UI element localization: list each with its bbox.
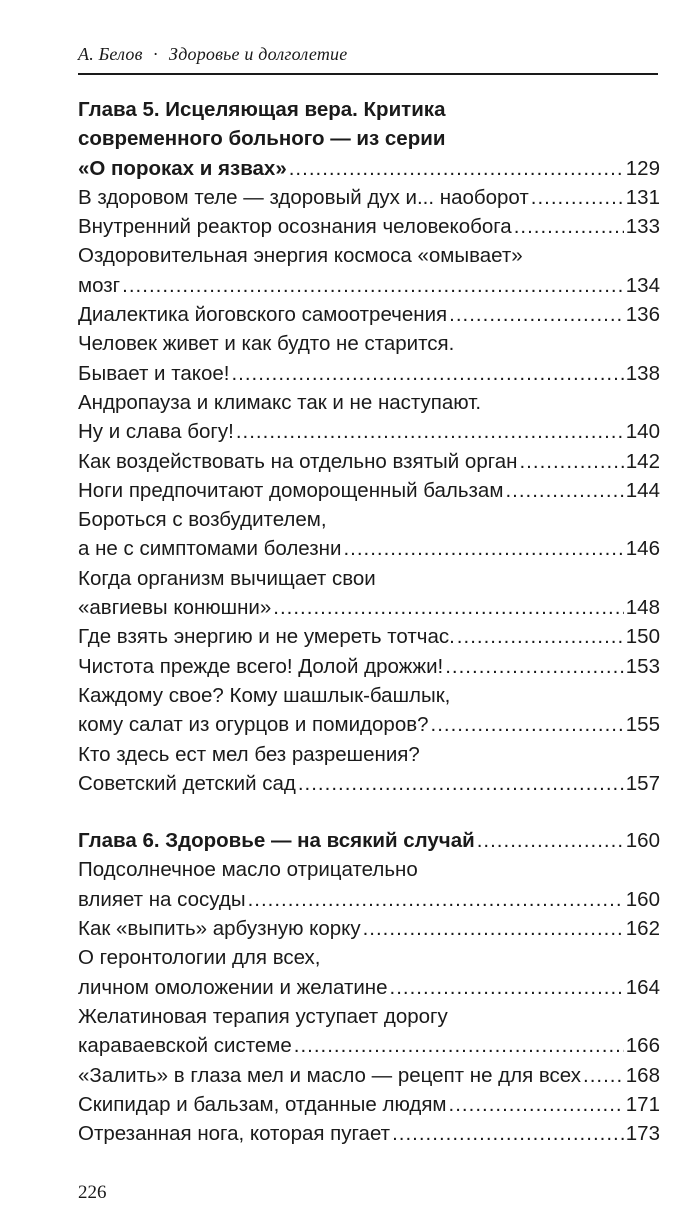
- toc-entry-title: Как воздействовать на отдельно взятый орган: [78, 449, 518, 473]
- toc-page-number: 140: [625, 420, 660, 444]
- toc-entry-title: Оздоровительная энергия космоса «омывает»: [78, 244, 523, 268]
- toc-entry: [78, 154, 660, 183]
- header-author: А. Белов: [78, 44, 143, 64]
- leader-dots: [122, 271, 624, 300]
- toc-entry-title: В здоровом теле — здоровый дух и... наоборот: [78, 185, 529, 209]
- toc-entry-continued: [78, 681, 660, 710]
- toc-entry-continued: [78, 241, 660, 270]
- toc-page-number: 155: [625, 713, 660, 737]
- toc-page-number: 138: [625, 361, 660, 385]
- toc-page-number: 160: [625, 829, 660, 853]
- leader-dots: [477, 826, 624, 855]
- leader-dots: [273, 593, 624, 622]
- toc-entry-title: Подсолнечное масло отрицательно: [78, 858, 418, 882]
- leader-dots: [392, 1119, 624, 1148]
- toc-entry-title: Чистота прежде всего! Долой дрожжи!: [78, 654, 444, 678]
- toc-entry-title: караваевской системе: [78, 1034, 292, 1058]
- leader-dots: [248, 885, 624, 914]
- toc-entry-title: кому салат из огурцов и помидоров?: [78, 713, 429, 737]
- toc-entry-title: Глава 5. Исцеляющая вера. Критика: [78, 98, 446, 121]
- toc-entry-continued: [78, 505, 660, 534]
- toc-entry: [78, 534, 660, 563]
- toc-entry-continued: [78, 740, 660, 769]
- toc-page-number: 146: [625, 537, 660, 561]
- toc-entry: [78, 885, 660, 914]
- toc-entry-title: современного больного — из серии: [78, 127, 446, 151]
- page-number: 226: [78, 1182, 107, 1203]
- toc-entry-title: Советский детский сад: [78, 771, 296, 795]
- toc-entry: [78, 1119, 660, 1148]
- toc-entry-title: влияет на сосуды: [78, 887, 246, 911]
- toc-page-number: 157: [625, 771, 660, 795]
- toc-entry-title: Скипидар и бальзам, отданные людям: [78, 1092, 447, 1116]
- toc-entry: [78, 359, 660, 388]
- leader-dots: [514, 212, 624, 241]
- toc-page-number: 171: [625, 1092, 660, 1116]
- toc-page-number: 173: [625, 1122, 660, 1146]
- toc-entry-title: Глава 6. Здоровье — на всякий случай: [78, 829, 475, 853]
- toc-page-number: 153: [625, 654, 660, 678]
- toc-entry: [78, 447, 660, 476]
- toc-entry-title: Каждому свое? Кому шашлык-башлык,: [78, 683, 451, 707]
- leader-dots: [294, 1031, 624, 1060]
- toc-entry: [78, 476, 660, 505]
- toc-entry-title: Где взять энергию и не умереть тотчас.: [78, 625, 455, 649]
- toc-entry: [78, 973, 660, 1002]
- toc-page-number: 144: [625, 478, 660, 502]
- toc-page-number: 131: [625, 185, 660, 209]
- table-of-contents: [78, 95, 660, 1148]
- toc-entry: [78, 652, 660, 681]
- toc-chapter: [78, 95, 660, 798]
- toc-entry: [78, 769, 660, 798]
- leader-dots: [583, 1061, 624, 1090]
- header-rule: [78, 73, 658, 75]
- toc-entry: [78, 622, 660, 651]
- toc-page-number: 134: [625, 273, 660, 297]
- leader-dots: [298, 769, 624, 798]
- running-head: [78, 44, 658, 65]
- toc-page-number: 166: [625, 1034, 660, 1058]
- leader-dots: [449, 300, 624, 329]
- toc-page-number: 129: [625, 156, 660, 180]
- leader-dots: [449, 1090, 624, 1119]
- toc-entry: [78, 710, 660, 739]
- toc-chapter: [78, 826, 660, 1148]
- toc-entry-continued: [78, 388, 660, 417]
- leader-dots: [431, 710, 624, 739]
- toc-page-number: 133: [625, 215, 660, 239]
- toc-entry: [78, 593, 660, 622]
- toc-entry-title: «О пороках и язвах»: [78, 156, 287, 180]
- leader-dots: [519, 447, 623, 476]
- leader-dots: [505, 476, 623, 505]
- toc-entry-title: Бороться с возбудителем,: [78, 508, 327, 532]
- toc-entry-title: «Залить» в глаза мел и масло — рецепт не для всех: [78, 1063, 582, 1087]
- leader-dots: [289, 154, 624, 183]
- toc-entry-title: мозг: [78, 273, 121, 297]
- toc-page-number: 150: [625, 625, 660, 649]
- toc-entry-continued: [78, 1002, 660, 1031]
- toc-entry: [78, 417, 660, 446]
- toc-page-number: 142: [625, 449, 660, 473]
- toc-entry-title: а не с симптомами болезни: [78, 537, 342, 561]
- leader-dots: [390, 973, 624, 1002]
- leader-dots: [445, 652, 624, 681]
- toc-entry: [78, 914, 660, 943]
- toc-entry: [78, 212, 660, 241]
- toc-entry: [78, 1061, 660, 1090]
- toc-entry-continued: [78, 564, 660, 593]
- toc-page-number: 148: [625, 596, 660, 620]
- leader-dots: [531, 183, 624, 212]
- leader-dots: [343, 534, 623, 563]
- toc-entry-title: Ноги предпочитают доморощенный бальзам: [78, 478, 504, 502]
- header-separator: ·: [152, 44, 159, 64]
- toc-entry-continued: [78, 95, 660, 124]
- toc-entry-title: «авгиевы конюшни»: [78, 596, 272, 620]
- toc-entry-continued: [78, 329, 660, 358]
- toc-entry-title: Ну и слава богу!: [78, 420, 234, 444]
- toc-entry: [78, 1090, 660, 1119]
- toc-entry: [78, 183, 660, 212]
- toc-entry-continued: [78, 943, 660, 972]
- toc-entry: [78, 300, 660, 329]
- toc-entry-title: Кто здесь ест мел без разрешения?: [78, 742, 420, 766]
- toc-entry-title: Человек живет и как будто не старится.: [78, 332, 455, 356]
- toc-entry-title: Бывает и такое!: [78, 361, 230, 385]
- toc-entry-title: Когда организм вычищает свои: [78, 566, 376, 590]
- toc-entry-title: Отрезанная нога, которая пугает: [78, 1122, 391, 1146]
- toc-entry-title: личном омоложении и желатине: [78, 975, 388, 999]
- leader-dots: [236, 417, 624, 446]
- toc-entry-title: Андропауза и климакс так и не наступают.: [78, 390, 482, 414]
- toc-entry: [78, 1031, 660, 1060]
- toc-entry-continued: [78, 855, 660, 884]
- toc-page-number: 160: [625, 887, 660, 911]
- toc-entry-title: Как «выпить» арбузную корку: [78, 917, 361, 941]
- leader-dots: [231, 359, 623, 388]
- header-book-title: Здоровье и долголетие: [168, 44, 348, 64]
- toc-entry: [78, 826, 660, 855]
- toc-page-number: 168: [625, 1063, 660, 1087]
- toc-entry-title: Желатиновая терапия уступает дорогу: [78, 1004, 448, 1028]
- toc-entry-title: О геронтологии для всех,: [78, 946, 321, 970]
- toc-entry-continued: [78, 124, 660, 153]
- toc-page-number: 136: [625, 303, 660, 327]
- toc-page-number: 162: [625, 917, 660, 941]
- leader-dots: [457, 622, 624, 651]
- toc-entry: [78, 271, 660, 300]
- toc-entry-title: Диалектика йоговского самоотречения: [78, 303, 448, 327]
- toc-page-number: 164: [625, 975, 660, 999]
- toc-entry-title: Внутренний реактор осознания человекобога: [78, 215, 512, 239]
- leader-dots: [363, 914, 624, 943]
